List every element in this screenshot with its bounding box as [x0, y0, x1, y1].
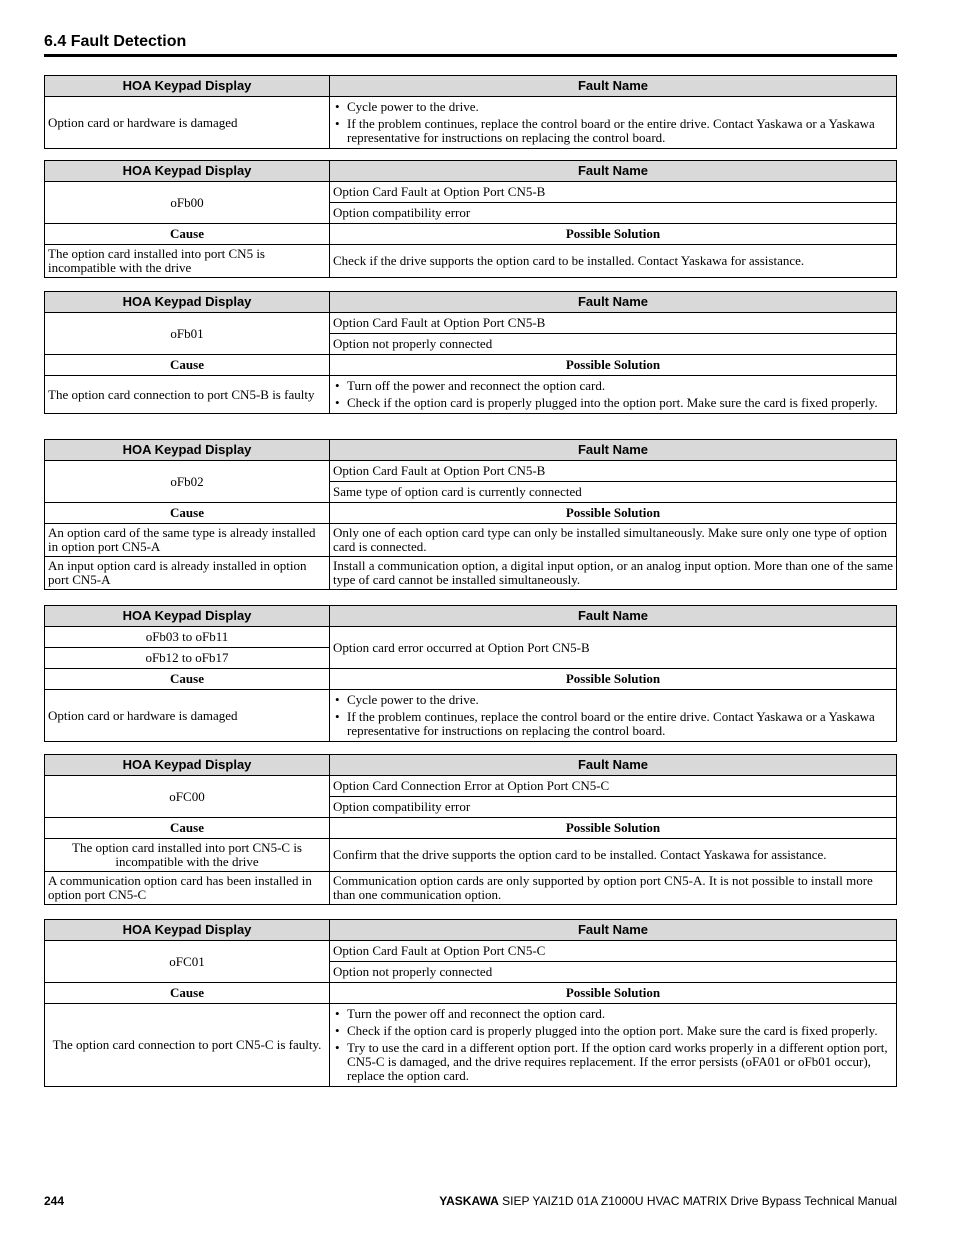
hoa-header: HOA Keypad Display	[45, 606, 330, 627]
fault-code: oFC01	[45, 941, 330, 983]
solution-cell	[330, 690, 897, 742]
hoa-header: HOA Keypad Display	[45, 920, 330, 941]
section-title: 6.4 Fault Detection	[44, 33, 897, 57]
cause-cell: A communication option card has been installed in option port CN5-C	[45, 872, 330, 905]
fault-table-ofb03-ofb17	[44, 605, 897, 742]
fault-code: oFb03 to oFb11	[45, 627, 330, 648]
fault-code: oFb12 to oFb17	[45, 648, 330, 669]
cause-cell: The option card installed into port CN5-C is incompatible with the drive	[45, 839, 330, 872]
solution-cell: Install a communication option, a digital input option, or an analog input option. More than one of the same type of card cannot be installed simultaneously.	[330, 557, 897, 590]
cause-header: Cause	[45, 983, 330, 1004]
fault-name: Option Card Connection Error at Option Port CN5-C	[330, 776, 897, 797]
fault-name: Option Card Fault at Option Port CN5-B	[330, 313, 897, 334]
solution-header: Possible Solution	[330, 503, 897, 524]
fault-description: Option compatibility error	[330, 203, 897, 224]
fault-name-header: Fault Name	[330, 440, 897, 461]
fault-name: Option card error occurred at Option Port CN5-B	[330, 627, 897, 669]
solution-cell: Check if the drive supports the option card to be installed. Contact Yaskawa for assistance.	[330, 245, 897, 278]
solution-cell	[330, 1004, 897, 1087]
fault-name: Option Card Fault at Option Port CN5-B	[330, 461, 897, 482]
fault-code: oFb01	[45, 313, 330, 355]
cause-cell: The option card connection to port CN5-B is faulty	[45, 376, 330, 414]
solution-cell: Confirm that the drive supports the option card to be installed. Contact Yaskawa for assistance.	[330, 839, 897, 872]
cause-cell: Option card or hardware is damaged	[45, 690, 330, 742]
fault-description: Option compatibility error	[330, 797, 897, 818]
solution-item: • Check if the option card is properly plugged into the option port. Make sure the card is fixed properly.	[333, 1024, 893, 1038]
fault-name-header: Fault Name	[330, 606, 897, 627]
hoa-header: HOA Keypad Display	[45, 755, 330, 776]
fault-description: Option not properly connected	[330, 334, 897, 355]
solution-item: • Turn the power off and reconnect the option card.	[333, 1007, 893, 1021]
hoa-header: HOA Keypad Display	[45, 161, 330, 182]
hoa-header: HOA Keypad Display	[45, 440, 330, 461]
fault-name: Option Card Fault at Option Port CN5-B	[330, 182, 897, 203]
solution-cell	[330, 376, 897, 414]
page-number: 244	[44, 1194, 65, 1208]
cause-cell: The option card installed into port CN5 is incompatible with the drive	[45, 245, 330, 278]
cause-cell: An input option card is already installed in option port CN5-A	[45, 557, 330, 590]
cause-cell: Option card or hardware is damaged	[45, 97, 330, 149]
fault-name-header: Fault Name	[330, 292, 897, 313]
hoa-header: HOA Keypad Display	[45, 76, 330, 97]
cause-header: Cause	[45, 818, 330, 839]
solution-cell: Communication option cards are only supported by option port CN5-A. It is not possible to install more than one communication option.	[330, 872, 897, 905]
cause-cell: An option card of the same type is already installed in option port CN5-A	[45, 524, 330, 557]
fault-name-header: Fault Name	[330, 76, 897, 97]
solution-item: • Turn off the power and reconnect the option card.	[333, 379, 893, 393]
cause-cell: The option card connection to port CN5-C is faulty.	[45, 1004, 330, 1087]
solution-header: Possible Solution	[330, 983, 897, 1004]
solution-header: Possible Solution	[330, 818, 897, 839]
solution-item: • Cycle power to the drive.	[333, 693, 893, 707]
manual-title	[439, 1194, 897, 1208]
cause-header: Cause	[45, 355, 330, 376]
hoa-header: HOA Keypad Display	[45, 292, 330, 313]
fault-table-ofb00	[44, 160, 897, 278]
cause-header: Cause	[45, 669, 330, 690]
solution-header: Possible Solution	[330, 669, 897, 690]
fault-name-header: Fault Name	[330, 920, 897, 941]
fault-code: oFC00	[45, 776, 330, 818]
fault-table-ofc01	[44, 919, 897, 1087]
brand-name: YASKAWA	[439, 1194, 499, 1208]
solution-item: • If the problem continues, replace the control board or the entire drive. Contact Yaskawa or a Yaskawa representative for instructions on replacing the control board.	[333, 117, 893, 145]
solution-item: • Cycle power to the drive.	[333, 100, 893, 114]
fault-name: Option Card Fault at Option Port CN5-C	[330, 941, 897, 962]
solution-item: • If the problem continues, replace the control board or the entire drive. Contact Yaskawa or a Yaskawa representative for instructions on replacing the control board.	[333, 710, 893, 738]
fault-code: oFb00	[45, 182, 330, 224]
solution-header: Possible Solution	[330, 224, 897, 245]
solution-item: • Check if the option card is properly plugged into the option port. Make sure the card is fixed properly.	[333, 396, 893, 410]
fault-name-header: Fault Name	[330, 755, 897, 776]
fault-name-header: Fault Name	[330, 161, 897, 182]
manual-name: SIEP YAIZ1D 01A Z1000U HVAC MATRIX Drive Bypass Technical Manual	[502, 1194, 897, 1208]
fault-table-ofc00	[44, 754, 897, 905]
solution-cell	[330, 97, 897, 149]
cause-header: Cause	[45, 503, 330, 524]
solution-item: • Try to use the card in a different option port. If the option card works properly in a different option port, CN5-C is damaged, and the drive requires replacement. If the error persists (oFA01 or oFb01 occur), replace the option card.	[333, 1041, 893, 1083]
fault-code: oFb02	[45, 461, 330, 503]
solution-cell: Only one of each option card type can only be installed simultaneously. Make sure only one type of option card is connected.	[330, 524, 897, 557]
fault-table-ofb02	[44, 439, 897, 590]
fault-description: Same type of option card is currently connected	[330, 482, 897, 503]
fault-table-ofb01	[44, 291, 897, 414]
cause-header: Cause	[45, 224, 330, 245]
fault-table-continued	[44, 75, 897, 149]
fault-description: Option not properly connected	[330, 962, 897, 983]
solution-header: Possible Solution	[330, 355, 897, 376]
